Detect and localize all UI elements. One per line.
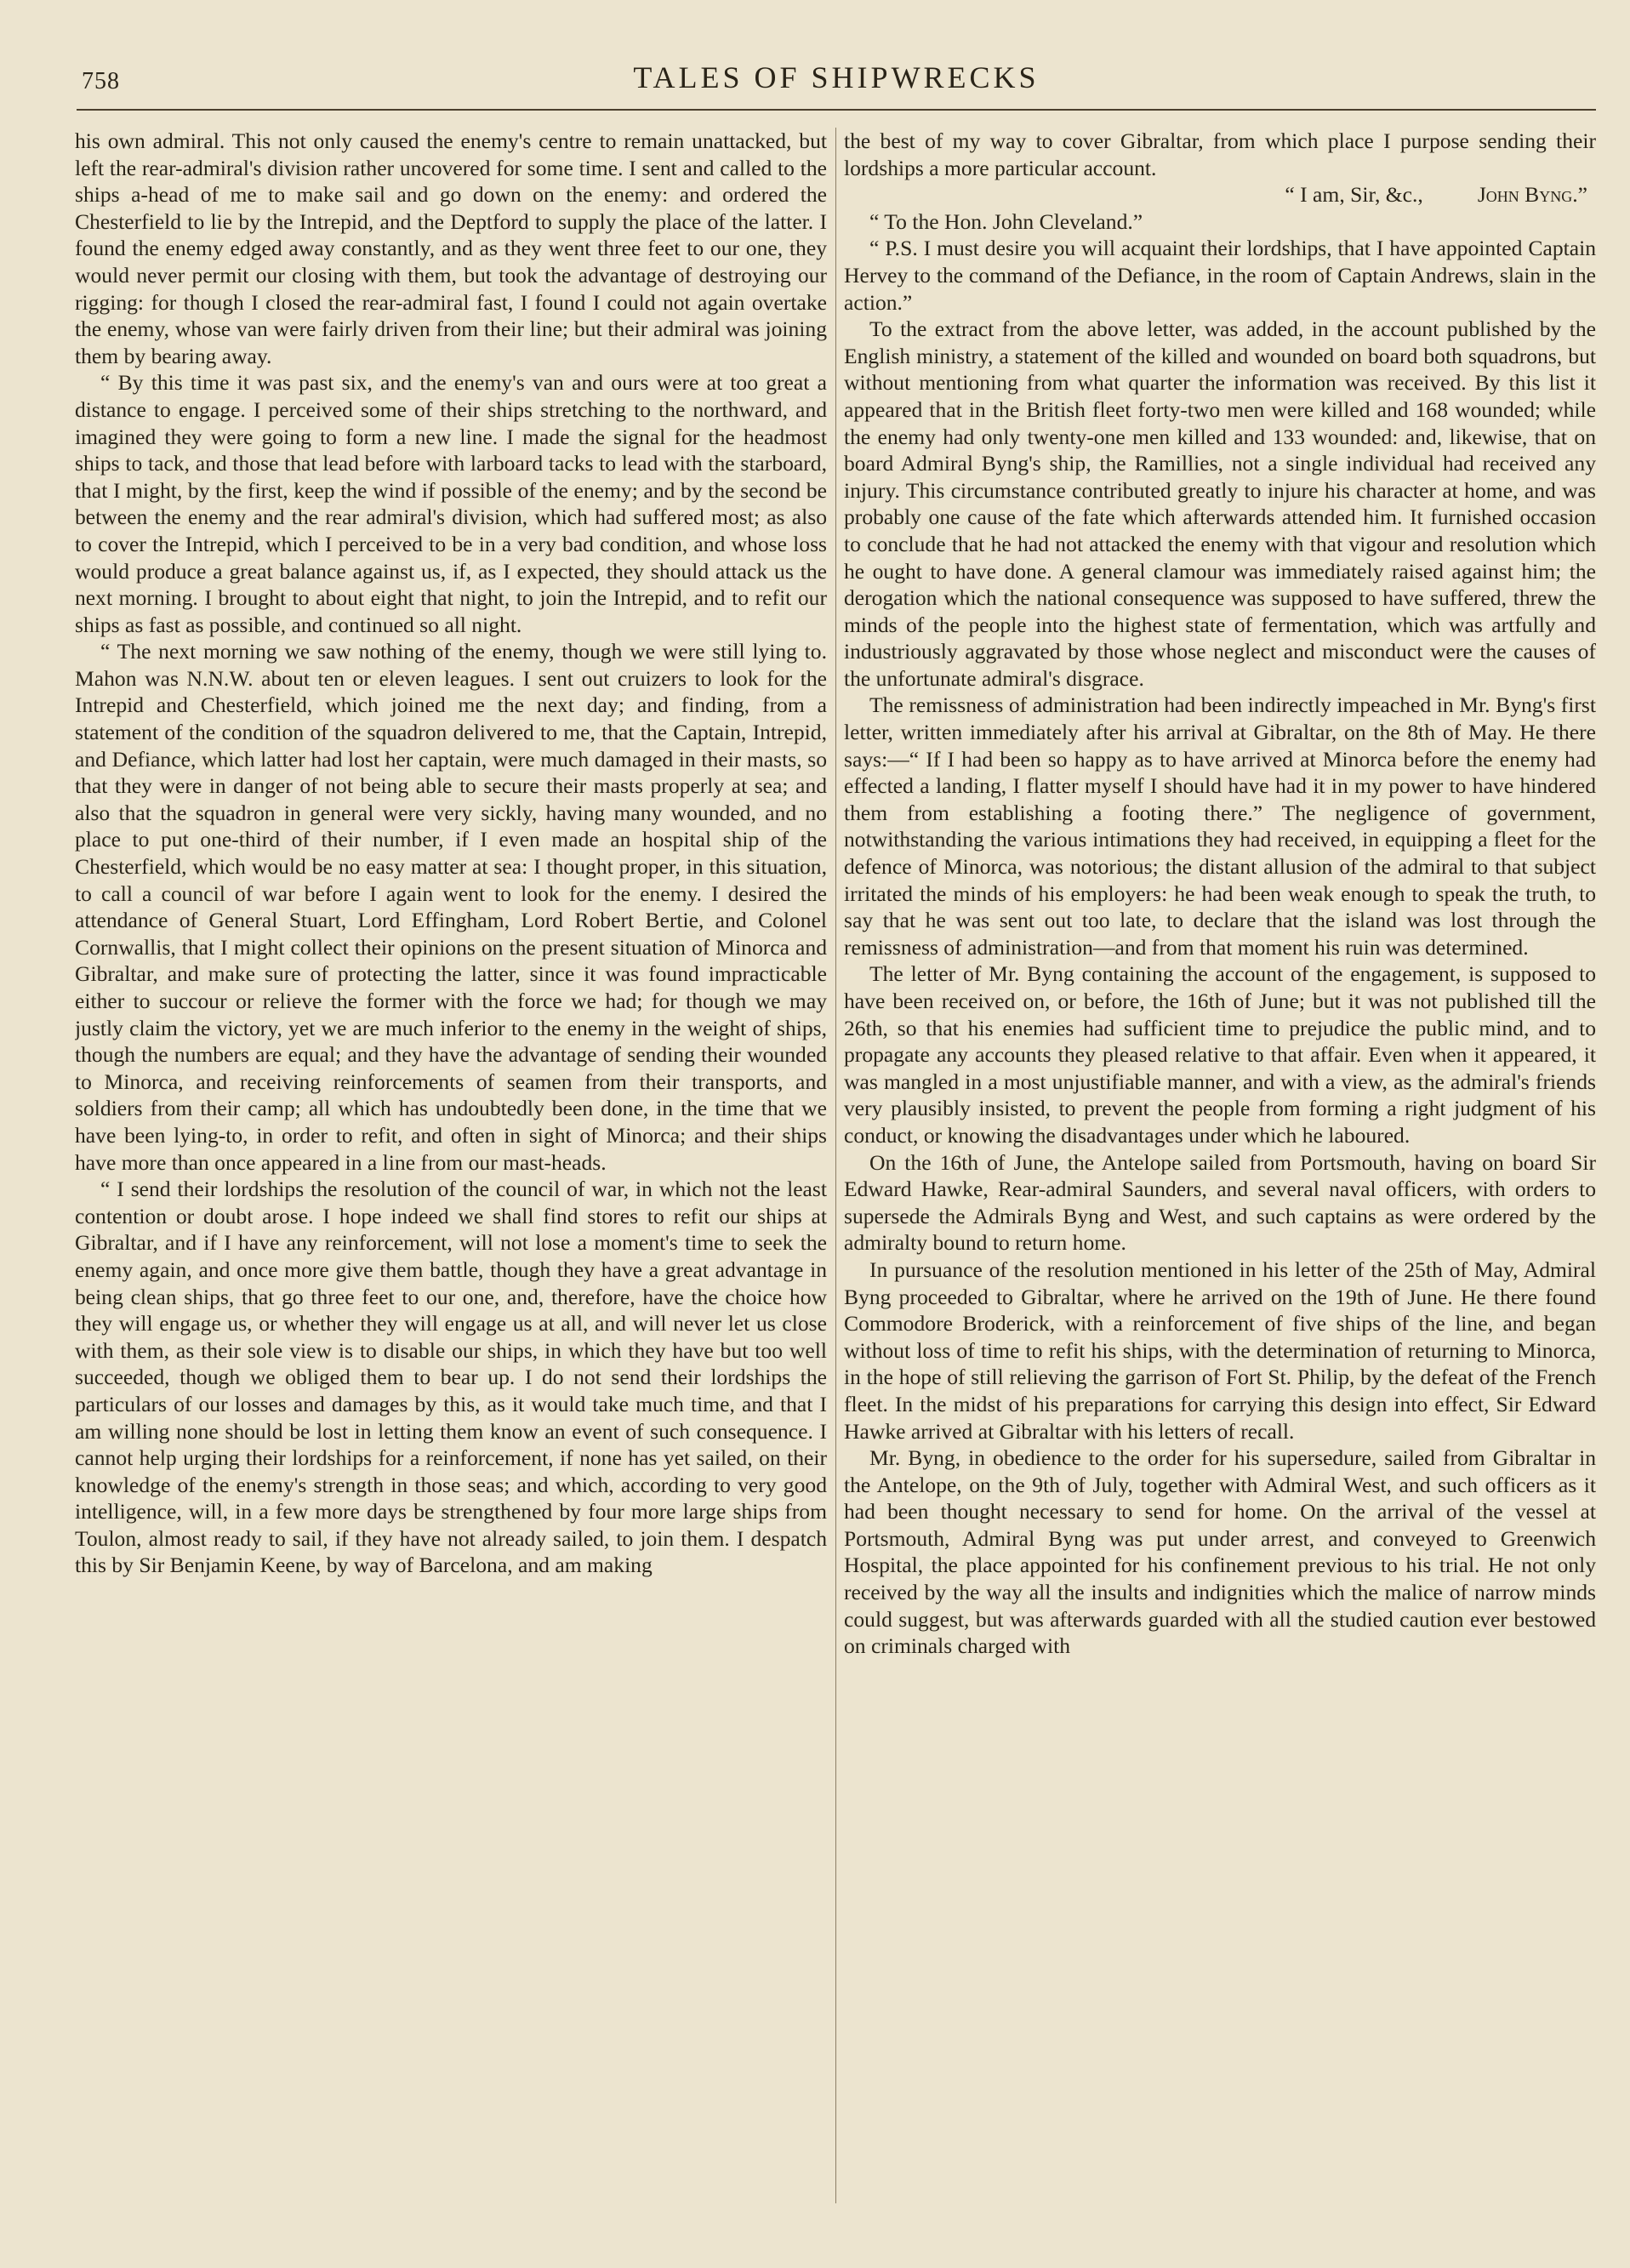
paragraph: The remissness of administration had been indirectly impeached in Mr. Byng's first letter, written immediately after his arrival at Gibraltar, on the 8th of May. He there says:—“ If I had been so happy as to have arrived at Minorca before the enemy had effected a landing, I flatter myself I should have had it in my power to have hindered them from establishing a footing there.” The negligence of government, notwithstanding the various intimations they had received, in equipping a fleet for the defence of Minorca, was notorious; the distant allusion of the admiral to that subject irritated the minds of his employers: he had been weak enough to speak the truth, to say that he was sent out too late, to declare that the island was lost through the remissness of administration—and from that moment his ruin was determined.: [844, 692, 1596, 960]
paragraph: To the extract from the above letter, was added, in the account published by the English ministry, a statement of the killed and wounded on board both squadrons, but without mentioning from what quarter the information was received. By this list it appeared that in the British fleet forty-two men were killed and 168 wounded; while the enemy had only twenty-one men killed and 133 wounded: and, likewise, that on board Admiral Byng's ship, the Ramillies, not a single individual had received any injury. This circumstance contributed greatly to injure his character at home, and was probably one cause of the fate which afterwards attended him. It furnished occasion to conclude that he had not attacked the enemy with that vigour and resolution which he ought to have done. A general clamour was immediately raised against him; the derogation which the national consequence was supposed to have suffered, threw the minds of the people into the highest state of fermentation, which was artfully and industriously aggravated by those whose neglect and misconduct were the causes of the unfortunate admiral's disgrace.: [844, 316, 1596, 691]
paragraph: “ P.S. I must desire you will acquaint their lordships, that I have appointed Captain Hervey to the command of the Defiance, in the room of Captain Andrews, slain in the action.”: [844, 236, 1596, 315]
paragraph: his own admiral. This not only caused the enemy's centre to remain unattacked, but left the rear-admiral's division rather uncovered for some time. I sent and called to the ships a-head of me to make sail and go down on the enemy: and ordered the Chesterfield to lie by the Intrepid, and the Deptford to supply the place of the latter. I found the enemy edged away constantly, and as they went three feet to our one, they would never permit our closing with them, but took the advantage of destroying our rigging: for though I closed the rear-admiral fast, I found I could not again overtake the enemy, whose van were fairly driven from their line; but their admiral was joining them by bearing away.: [75, 128, 827, 368]
page-number: 758: [82, 68, 120, 94]
header-rule: [77, 109, 1596, 111]
signature-name: John Byng.”: [1477, 182, 1587, 208]
addressee: “ To the Hon. John Cleveland.”: [869, 208, 1143, 234]
signature-line: “ I am, Sir, &c.,: [1285, 182, 1423, 208]
paragraph: In pursuance of the resolution mentioned in his letter of the 25th of May, Admiral Byng proceeded to Gibraltar, where he arrived on the 19th of June. He there found Commodore Broderick, with a reinforcement of five ships of the line, and began without loss of time to refit his ships, with the determination of returning to Minorca, in the hope of still relieving the garrison of Fort St. Philip, by the defeat of the French fleet. In the midst of his preparations for carrying this design into effect, Sir Edward Hawke arrived at Gibraltar with his letters of recall.: [844, 1257, 1596, 1444]
running-head: TALES OF SHIPWRECKS: [633, 60, 1040, 94]
paragraph: On the 16th of June, the Antelope sailed from Portsmouth, having on board Sir Edward Hawke, Rear-admiral Saunders, and several naval officers, with orders to supersede the Admirals Byng and West, and such captains as were ordered by the admiralty bound to return home.: [844, 1149, 1596, 1256]
signature: [844, 181, 1596, 208]
paragraph: “ I send their lordships the resolution of the council of war, in which not the least contention or doubt arose. I hope indeed we shall find stores to refit our ships at Gibraltar, and if I have any reinforcement, will not lose a moment's time to seek the enemy again, and once more give them battle, though they have a great advantage in being clean ships, that go three feet to our one, and, therefore, have the choice how they will engage us, or whether they will engage us at all, and will never let us close with them, as their sole view is to disable our ships, in which they have but too well succeeded, though we obliged them to bear up. I do not send their lordships the particulars of our losses and damages by this, as it would take much time, and that I am willing none should be lost in letting them know an event of such consequence. I cannot help urging their lordships for a reinforcement, if none has yet sailed, on their knowledge of the enemy's strength in those seas; and which, according to very good intelligence, will, in a few more days be strengthened by four more large ships from Toulon, almost ready to sail, if they have not already sailed, to join them. I despatch this by Sir Benjamin Keene, by way of Barcelona, and am making: [75, 1177, 827, 1578]
paragraph: “ By this time it was past six, and the enemy's van and ours were at too great a distance to engage. I perceived some of their ships stretching to the northward, and imagined they were going to form a new line. I made the signal for the headmost ships to tack, and those that lead before with larboard tacks to lead with the starboard, that I might, by the first, keep the wind if possible of the enemy; and by the second be between the enemy and the rear admiral's division, which had suffered most; as also to cover the Intrepid, which I perceived to be in a very bad condition, and whose loss would produce a great balance against us, if, as I expected, they should attack us the next morning. I brought to about eight that night, to join the Intrepid, and to refit our ships as fast as possible, and continued so all night.: [75, 370, 827, 637]
page-header: [77, 60, 1596, 102]
paragraph: “ The next morning we saw nothing of the enemy, though we were still lying to. Mahon was N.N.W. about ten or eleven leagues. I sent out cruizers to look for the Intrepid and Chesterfield, which joined me the next day; and finding, from a statement of the condition of the squadron delivered to me, that the Captain, Intrepid, and Defiance, which latter had lost her captain, were much damaged in their masts, so that they were in danger of not being able to secure their masts properly at sea; and also that the squadron in general were very sickly, having many wounded, and no place to put one-third of their number, if I even made an hospital ship of the Chesterfield, which would be no easy matter at sea: I thought proper, in this situation, to call a council of war before I again went to look for the enemy. I desired the attendance of General Stuart, Lord Effingham, Lord Robert Bertie, and Colonel Cornwallis, that I might collect their opinions on the present situation of Minorca and Gibraltar, and make sure of protecting the latter, since it was found impracticable either to succour or relieve the former with the force we had; for though we may justly claim the victory, yet we are much inferior to the enemy in the weight of ships, though the numbers are equal; and they have the advantage of sending their wounded to Minorca, and receiving reinforcements of seamen from their transports, and soldiers from their camp; all which has undoubtedly been done, in the time that we have been lying-to, in order to refit, and often in sight of Minorca; and their ships have more than once appeared in a line from our mast-heads.: [75, 639, 827, 1175]
left-column: [75, 128, 827, 2220]
right-column: [844, 128, 1596, 2220]
column-divider: [835, 128, 836, 2203]
paragraph: the best of my way to cover Gibraltar, from which place I purpose sending their lordships a more particular account.: [844, 128, 1596, 180]
paragraph: Mr. Byng, in obedience to the order for his supersedure, sailed from Gibraltar in the Antelope, on the 9th of July, together with Admiral West, and such officers as it had been thought necessary to send for home. On the arrival of the vessel at Portsmouth, Admiral Byng was put under arrest, and conveyed to Greenwich Hospital, the place appointed for his confinement previous to his trial. He not only received by the way all the insults and indignities which the malice of narrow minds could suggest, but was afterwards guarded with all the studied caution ever bestowed on criminals charged with: [844, 1445, 1596, 1659]
paragraph: The letter of Mr. Byng containing the account of the engagement, is supposed to have been received on, or before, the 16th of June; but it was not published till the 26th, so that his enemies had sufficient time to prejudice the public mind, and to propagate any accounts they pleased relative to that affair. Even when it appeared, it was mangled in a most unjustifiable manner, and with a view, as the admiral's friends very plausibly insisted, to prevent the people from forming a right judgment of his conduct, or knowing the disadvantages under which he laboured.: [844, 961, 1596, 1148]
